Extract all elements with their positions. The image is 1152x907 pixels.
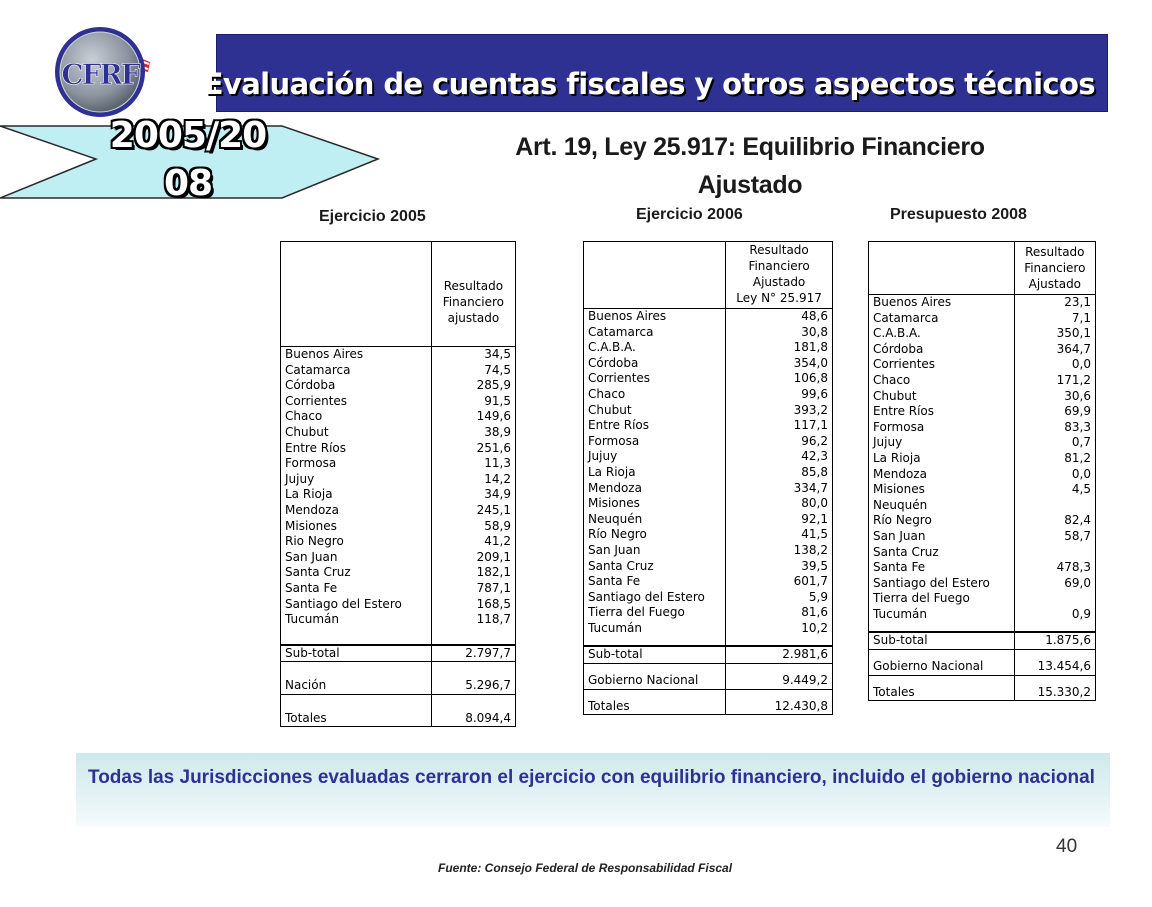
result-value: 74,5 [484,362,511,377]
jurisdiction-name: Buenos Aires [281,347,432,363]
table-row [281,441,516,457]
jurisdiction-name: Santiago del Estero [281,597,432,613]
jurisdiction-name: Río Negro [869,513,1015,529]
table-row [584,418,833,434]
table-row [584,481,833,497]
table-row [584,664,833,674]
table-row [584,605,833,621]
result-value: 8.094,4 [465,710,511,725]
result-value [726,664,833,674]
table-row [584,512,833,528]
result-value: 285,9 [476,378,511,393]
header-line: Ajustado [1028,277,1082,291]
result-value: 1.875,6 [1014,632,1095,649]
result-value: 182,1 [476,565,511,580]
result-value: 364,7 [1056,341,1091,356]
conclusion-box [76,753,1110,827]
table-row [584,340,833,356]
table-row [869,529,1096,545]
table-row [281,628,516,645]
jurisdiction-name: Misiones [869,482,1015,498]
jurisdiction-name: Río Negro [584,527,726,543]
result-value: 92,1 [801,511,828,526]
result-value [1014,622,1095,632]
jurisdiction-name: Misiones [281,519,432,535]
jurisdiction-name: Mendoza [869,467,1015,483]
header-value-cell [726,242,833,309]
jurisdiction-name: Córdoba [584,356,726,372]
jurisdiction-name: Formosa [281,456,432,472]
table-row [869,650,1096,660]
table-row [281,678,516,694]
result-value: 69,0 [1064,575,1091,590]
result-value: 30,8 [801,324,828,339]
result-value: 10,2 [801,620,828,635]
table-row [584,646,833,663]
table-row [584,387,833,403]
jurisdiction-name: Chubut [281,425,432,441]
result-value: 81,6 [801,605,828,620]
jurisdiction-name: Tucumán [869,607,1015,623]
table-row [584,621,833,637]
table-row [869,467,1096,483]
result-value [1014,498,1095,514]
result-value: 34,5 [484,347,511,361]
jurisdiction-name: Santa Cruz [869,545,1015,561]
jurisdiction-name: Jujuy [869,435,1015,451]
jurisdiction-name: Entre Ríos [869,404,1015,420]
table-row [584,403,833,419]
table-row [281,363,516,379]
table-row [584,309,833,325]
header-line: Resultado [443,279,504,293]
jurisdiction-name: Catamarca [281,363,432,379]
logo-text: CFRF [61,58,139,91]
result-value: 82,4 [1064,513,1091,528]
jurisdiction-name [869,650,1015,660]
table-row [869,576,1096,592]
jurisdiction-name: Tucumán [584,621,726,637]
result-value: 34,9 [484,487,511,502]
result-value: 149,6 [476,409,511,424]
jurisdiction-name: Mendoza [281,503,432,519]
result-value: 5,9 [808,589,828,604]
table-row [869,326,1096,342]
result-value: 15.330,2 [1037,684,1091,699]
jurisdiction-name: Córdoba [281,378,432,394]
jurisdiction-name: La Rioja [281,487,432,503]
header-line: Financiero [442,295,505,309]
jurisdiction-name: Jujuy [281,472,432,488]
result-value: 91,5 [484,393,511,408]
result-value: 9.449,2 [782,673,828,688]
table-row [584,673,833,689]
jurisdiction-name: Totales [281,711,432,727]
result-value: 245,1 [476,502,511,517]
title-bar [203,34,1108,112]
table-row [281,662,516,679]
slide-title: Evaluación de cuentas fiscales y otros aspectos técnicos [203,67,1095,101]
result-value: 39,5 [801,558,828,573]
jurisdiction-name [584,636,726,646]
table-row [281,425,516,441]
jurisdiction-name: Santa Fe [869,560,1015,576]
source-note: Fuente: Consejo Federal de Responsabilidad Fiscal [438,861,733,875]
table-header-row [869,242,1096,295]
table-row [584,699,833,715]
result-value: 81,2 [1064,450,1091,465]
jurisdiction-name: Mendoza [584,481,726,497]
jurisdiction-name [869,675,1015,685]
section-subtitle [430,128,1070,204]
result-value: 58,7 [1064,528,1091,543]
header-line: Resultado [749,243,809,257]
result-value: 4,5 [1071,482,1091,497]
jurisdiction-name: La Rioja [869,451,1015,467]
table-row [869,632,1096,649]
result-value: 209,1 [476,549,511,564]
result-value: 138,2 [793,542,828,557]
jurisdiction-name: Santa Fe [281,581,432,597]
result-value: 181,8 [793,340,828,355]
jurisdiction-name: Tierra del Fuego [584,605,726,621]
conclusion-text: Todas las Jurisdicciones evaluadas cerraron el ejercicio con equilibrio financiero, incluido el gobierno nacional [88,767,1095,788]
table-row [869,622,1096,632]
result-value: 41,5 [801,527,828,542]
cfrf-logo [52,24,152,120]
jurisdiction-name: Chaco [584,387,726,403]
jurisdiction-name: Buenos Aires [584,309,726,325]
table-row [281,581,516,597]
result-value: 12.430,8 [774,698,828,713]
result-value: 350,1 [1056,326,1091,341]
jurisdiction-name: Chaco [869,373,1015,389]
jurisdiction-name: Tierra del Fuego [869,591,1015,607]
table-row [281,597,516,613]
table-row [281,711,516,727]
jurisdiction-name: Formosa [869,420,1015,436]
jurisdiction-name [584,664,726,674]
table-row [869,389,1096,405]
header-name-cell [869,242,1015,295]
table-row [281,534,516,550]
jurisdiction-name: Catamarca [869,311,1015,327]
table-row [281,645,516,662]
header-name-cell [584,242,726,309]
header-line: Ley N° 25.917 [736,291,822,305]
table-row [869,311,1096,327]
result-value: 5.296,7 [465,678,511,693]
jurisdiction-name: Neuquén [584,512,726,528]
jurisdiction-name [281,694,432,711]
result-value: 30,6 [1064,388,1091,403]
table-row [869,659,1096,675]
result-value: 106,8 [793,371,828,386]
jurisdiction-name: Rio Negro [281,534,432,550]
result-value [726,689,833,699]
result-value: 787,1 [476,580,511,595]
result-value [726,636,833,646]
result-value: 41,2 [484,534,511,549]
jurisdiction-name: C.A.B.A. [584,340,726,356]
table-row [869,560,1096,576]
jurisdiction-name: C.A.B.A. [869,326,1015,342]
jurisdiction-name: Sub-total [869,632,1015,649]
jurisdiction-name: Jujuy [584,449,726,465]
result-value: 601,7 [793,574,828,589]
label-presupuesto-2008: Presupuesto 2008 [890,206,1027,223]
result-value: 69,9 [1064,404,1091,419]
result-value: 38,9 [484,424,511,439]
table-row [584,689,833,699]
result-value: 354,0 [793,355,828,370]
jurisdiction-name: San Juan [584,543,726,559]
table-row [584,356,833,372]
jurisdiction-name [869,622,1015,632]
table-row [869,435,1096,451]
table-2005 [280,241,516,727]
header-name-cell [281,242,432,347]
jurisdiction-name: Santa Cruz [281,565,432,581]
table-header-row [281,242,516,347]
table-row [869,591,1096,607]
result-value [431,662,515,679]
table-row [281,519,516,535]
jurisdiction-name: La Rioja [584,465,726,481]
result-value: 2.981,6 [726,646,833,663]
label-ejercicio-2006: Ejercicio 2006 [636,206,743,223]
table-row [584,449,833,465]
jurisdiction-name: Nación [281,678,432,694]
result-value: 2.797,7 [431,645,515,662]
header-line: Financiero [748,259,810,273]
jurisdiction-name: Buenos Aires [869,295,1015,311]
result-value: 23,1 [1064,295,1091,309]
jurisdiction-name [584,689,726,699]
result-value: 48,6 [801,309,828,323]
table-row [869,357,1096,373]
year-range [108,112,268,208]
year-line-1: 2005/20 [109,115,267,156]
result-value [1014,650,1095,660]
table-2008 [868,241,1096,701]
table-row [281,487,516,503]
jurisdiction-name: Corrientes [584,371,726,387]
year-line-2: 08 [163,163,213,204]
jurisdiction-name: Corrientes [281,394,432,410]
result-value: 117,1 [793,418,828,433]
table-row [869,607,1096,623]
table-row [869,482,1096,498]
jurisdiction-name: Sub-total [584,646,726,663]
result-value: 0,7 [1071,435,1091,450]
jurisdiction-name: Córdoba [869,342,1015,358]
result-value [431,694,515,711]
jurisdiction-name: Santiago del Estero [869,576,1015,592]
result-value [431,628,515,645]
table-row [281,612,516,628]
jurisdiction-name: Santa Fe [584,574,726,590]
table-row [869,685,1096,701]
table-row [869,513,1096,529]
result-value: 334,7 [793,480,828,495]
jurisdiction-name: Tucumán [281,612,432,628]
result-value: 0,9 [1071,606,1091,621]
table-row [281,378,516,394]
table-row [281,409,516,425]
result-value: 251,6 [476,440,511,455]
jurisdiction-name: San Juan [281,550,432,566]
header-line: Resultado [1025,245,1085,259]
table-row [869,295,1096,311]
table-row [584,636,833,646]
table-2006 [583,241,833,715]
result-value: 58,9 [484,518,511,533]
jurisdiction-name: Sub-total [281,645,432,662]
result-value: 80,0 [801,496,828,511]
table-row [869,373,1096,389]
header-value-cell [1014,242,1095,295]
table-row [584,559,833,575]
result-value: 85,8 [801,464,828,479]
jurisdiction-name: Entre Ríos [584,418,726,434]
result-value: 13.454,6 [1037,659,1091,674]
label-ejercicio-2005: Ejercicio 2005 [319,208,426,225]
result-value: 168,5 [476,596,511,611]
result-value: 478,3 [1056,560,1091,575]
jurisdiction-name: Santa Cruz [584,559,726,575]
header-value-cell [431,242,515,347]
table-row [584,574,833,590]
table-row [281,347,516,363]
jurisdiction-name: Chubut [869,389,1015,405]
table-row [584,527,833,543]
result-value [1014,545,1095,561]
table-row [869,420,1096,436]
table-row [584,434,833,450]
jurisdiction-name: Chaco [281,409,432,425]
jurisdiction-name: Formosa [584,434,726,450]
table-row [869,675,1096,685]
result-value: 171,2 [1056,372,1091,387]
result-value: 96,2 [801,433,828,448]
table-row [584,325,833,341]
header-line: Ajustado [752,275,806,289]
result-value: 393,2 [793,402,828,417]
table-row [584,590,833,606]
jurisdiction-name: Gobierno Nacional [869,659,1015,675]
result-value: 11,3 [484,456,511,471]
jurisdiction-name: Gobierno Nacional [584,673,726,689]
page-number: 40 [1056,836,1078,857]
table-row [869,342,1096,358]
result-value [1014,675,1095,685]
jurisdiction-name: Misiones [584,496,726,512]
jurisdiction-name [281,628,432,645]
result-value: 118,7 [476,612,511,627]
jurisdiction-name: Chubut [584,403,726,419]
table-row [281,472,516,488]
table-row [869,404,1096,420]
jurisdiction-name [281,662,432,679]
subtitle-line-1: Art. 19, Ley 25.917: Equilibrio Financiero [515,133,985,161]
result-value: 0,0 [1071,357,1091,372]
table-row [281,394,516,410]
jurisdiction-name: Santiago del Estero [584,590,726,606]
table-row [281,550,516,566]
result-value: 42,3 [801,449,828,464]
jurisdiction-name: Corrientes [869,357,1015,373]
table-row [281,503,516,519]
table-row [281,565,516,581]
result-value: 7,1 [1071,310,1091,325]
subtitle-line-2: Ajustado [697,171,803,199]
table-row [869,545,1096,561]
header-line: ajustado [447,311,500,325]
result-value: 99,6 [801,386,828,401]
result-value: 14,2 [484,471,511,486]
table-row [584,543,833,559]
table-row [869,498,1096,514]
jurisdiction-name: Totales [584,699,726,715]
table-row [281,694,516,711]
table-row [584,371,833,387]
table-header-row [584,242,833,309]
result-value: 83,3 [1064,419,1091,434]
jurisdiction-name: Neuquén [869,498,1015,514]
table-row [281,456,516,472]
table-row [584,465,833,481]
result-value: 0,0 [1071,466,1091,481]
result-value [1014,591,1095,607]
header-line: Financiero [1024,261,1086,275]
table-row [869,451,1096,467]
table-row [584,496,833,512]
jurisdiction-name: Catamarca [584,325,726,341]
jurisdiction-name: San Juan [869,529,1015,545]
jurisdiction-name: Totales [869,685,1015,701]
jurisdiction-name: Entre Ríos [281,441,432,457]
